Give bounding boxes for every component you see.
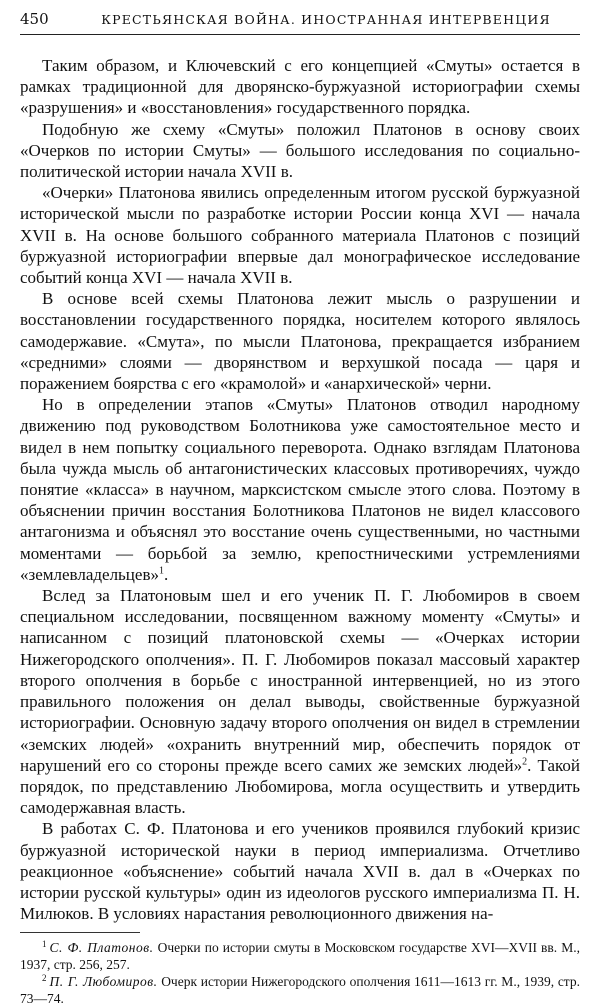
page-header (20, 10, 580, 35)
paragraph: «Очерки» Платонова явились определенным итогом русской буржуазной исторической мысли по разработке истории России конца XVI — начала XVII в. На основе большого собранного материала Платонов с позиций буржуазной историографии впервые дал монографическое исследование событий конца XVI — начала XVII в. (20, 183, 580, 288)
page-number: 450 (20, 10, 49, 28)
footnote-divider (20, 932, 140, 933)
paragraph: В работах С. Ф. Платонова и его учеников проявился глубокий кризис буржуазной исторической науки в период империализма. Отчетливо реакционное «объяснение» событий начала XVII в. дал в «Очерках по истории русской культуры» один из идеологов русского империализма П. Н. Милюков. В условиях нарастания революционного движения на- (20, 819, 580, 924)
footnote-ref[interactable]: 1 (158, 565, 164, 577)
footnotes (20, 939, 580, 1007)
paragraph: Вслед за Платоновым шел и его ученик П. Г. Любомиров в своем специальном исследовании, посвященном важному моменту «Смуты» и написанном с позиций платоновской схемы — «Очерках истории Нижегородского ополчения». П. Г. Любомиров показал массовый характер второго ополчения в борьбе с иностранной интервенцией, но из этого правильного положения он делал выводы, свойственные буржуазной историографии. Основную задачу второго ополчения он видел в стремлении «земских людей» «охранить внутренний мир, обеспечить порядок от нарушений его со стороны прежде всего самих же земских людей»$^2$. Такой порядок, по представлению Любомирова, могла осуществить и утвердить самодержавная власть. (20, 586, 581, 818)
footnote-ref[interactable]: 2 (522, 756, 528, 768)
paragraph: Но в определении этапов «Смуты» Платонов отводил народному движению под руководством Болотникова уже самостоятельное место и видел в нем попытку социального переворота. Однако взглядам Платонова была чужда мысль об антагонистических классовых противоречиях, чуждо понятие «класса» в научном, марксистском смысле этого слова. Поэтому в объяснении причин восстания Болотникова Платонов не видел классового антагонизма и объяснял это восстание очень существенными, но частными моментами — борьбой за землю, крепостническими устремлениями «землевладельцев»$^1$. (20, 395, 580, 584)
paragraph: В основе всей схемы Платонова лежит мысль о разрушении и восстановлении государственного порядка, носителем которого являлось самодержавие. «Смута», по мысли Платонова, прекращается избранием «средними» слоями — дворянством и верхушкой посада — царя и поражением боярства с его «крамолой» и «анархической» черни. (20, 289, 580, 394)
footnote: $^1$ С. Ф. Платонов. Очерки по истории смуты в Московском государстве XVI—XVII вв. М., 1937, стр. 256, 257. (20, 938, 581, 973)
paragraph: Подобную же схему «Смуты» положил Платонов в основу своих «Очерков по истории Смуты» — большого исследования по социально-политической истории начала XVII в. (20, 119, 580, 182)
running-title: КРЕСТЬЯНСКАЯ ВОЙНА. ИНОСТРАННАЯ ИНТЕРВЕНЦИЯ (101, 12, 551, 27)
footnote: $^2$ П. Г. Любомиров. Очерк истории Нижегородского ополчения 1611—1613 гг. М., 1939, стр. 73—74. (20, 972, 580, 1007)
paragraph: Таким образом, и Ключевский с его концепцией «Смуты» остается в рамках традиционной для дворянско-буржуазной историографии схемы «разрушения» и «восстановления» государственного порядка. (20, 56, 580, 118)
body-text (20, 55, 580, 924)
